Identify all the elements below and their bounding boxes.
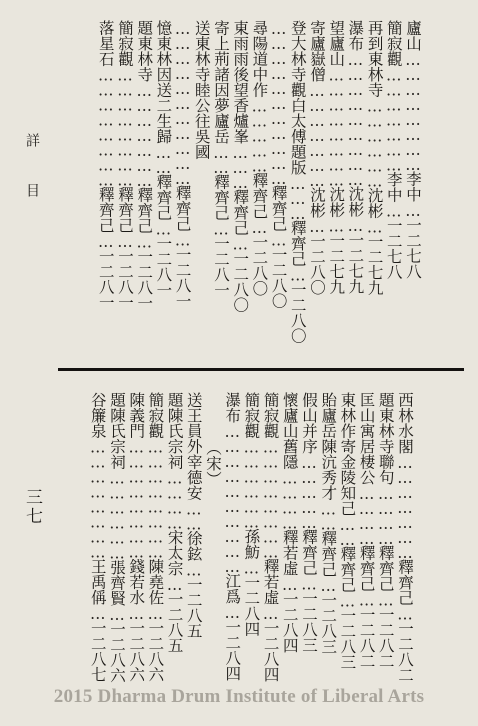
toc-entry [116,20,134,310]
toc-entry [289,20,307,344]
entry-title: 瀑布 [223,392,242,423]
entry-page: 一二八〇 [269,246,288,309]
toc-entry [385,20,403,280]
entry-title: 匡山寓居棲公 [357,392,376,485]
entry-page: 一二八二 [376,606,395,669]
entry-page: 一二八七 [88,620,107,682]
entry-author: 釋齊己 [231,189,250,236]
entry-page: 一二八一 [212,235,230,298]
toc-entry [154,20,172,298]
entry-title: 簡寂觀 [261,392,280,439]
entry-author: 釋齊己 [300,529,318,576]
leader-dots: …… [338,516,357,546]
leader-dots: …………………… [261,438,280,559]
entry-title: 送王員外宰德安 [184,392,203,501]
entry-title: 簡寂觀 [146,392,165,439]
entry-title: 瀑布 [346,20,365,51]
entry-title: 簡寂觀 [116,20,134,67]
leader-dots: ………………… [396,454,414,559]
leader-dots: …………………… [327,66,346,187]
leader-dots: … [319,577,338,592]
toc-entry [377,392,395,669]
toc-entry [135,20,153,311]
entry-author: 沈彬 [346,186,365,217]
leader-dots: … [96,233,115,248]
entry-page: 一二八〇 [288,281,307,344]
leader-dots: … [108,606,126,621]
leader-dots: … [250,219,269,234]
entry-author: 釋齊己 [212,174,230,221]
toc-entry [242,392,260,637]
leader-dots: ……… [288,175,307,220]
toc-entry [97,20,115,310]
toc-entry [319,392,337,654]
leader-dots: … [146,605,165,620]
leader-dots: ………………… [384,66,403,172]
entry-author: 孫魴 [242,528,261,560]
toc-entry [231,20,249,313]
entry-author: 宋太宗 [165,529,184,576]
watermark: 2015 Dharma Drum Institute of Liberal Arts [53,686,425,707]
leader-dots: ………… [376,485,395,545]
leader-dots: ………………… [135,82,154,187]
entry-author: 陳堯佐 [146,558,165,605]
entry-page: 一二八四 [223,619,242,681]
leader-dots: … [376,591,395,607]
toc-entry [146,392,164,682]
entry-title: 簡寂觀 [384,20,403,67]
entry-page: 一二七八 [384,217,403,280]
leader-dots: … [327,217,346,233]
leader-dots: … [308,218,326,233]
entry-page: 一二八一 [96,248,115,310]
leader-dots: …… [154,144,173,174]
entry-page: 一二八一 [135,248,154,311]
toc-entry [396,392,414,683]
entry-title: 題東林寺 [135,20,154,82]
entry-title: 東林作寄金陵知己 [338,392,357,516]
entry-title: 簡寂觀 [242,392,261,439]
leader-dots: … [300,575,318,591]
entry-title: 陳義門 [127,392,146,439]
leader-dots: … [357,591,376,607]
leader-dots: … [212,220,230,236]
leader-dots: …………… [300,454,318,529]
leader-dots: … [288,266,307,282]
entry-author: 釋齊己 [338,546,357,593]
entry-title: 貽廬岳陳沆秀才 [319,392,338,501]
entry-page: 一二七九 [346,232,365,294]
leader-dots: …… [319,500,338,531]
entry-title: 題陳氏宗祠 [165,392,184,470]
toc-entry [166,392,184,653]
toc-entry [346,20,364,294]
entry-page: 一二八〇 [231,250,250,313]
leader-dots: … [261,605,280,620]
toc-entry [212,20,230,298]
toc-entry [262,392,280,682]
leader-dots: …… [212,144,230,174]
toc-entry [338,392,356,670]
entry-page: 一二八三 [300,590,318,653]
entry-author: 釋若虛 [280,529,299,576]
leader-dots: … [135,233,154,249]
leader-dots: … [165,576,184,591]
entry-title: 谷簾泉 [88,392,107,439]
leader-dots: … [346,217,365,232]
entry-author: 釋若虛 [261,558,280,605]
toc-entry [185,392,203,639]
entry-author: 江爲 [223,573,242,604]
entry-title: 登大林寺觀白太傅題版 [288,20,307,175]
entry-page: 一二八二 [357,606,376,669]
entry-author: 李中 [404,171,422,202]
leader-dots: ………… [165,469,184,530]
entry-title: 落星石 [96,20,115,67]
entry-author: 釋齊己 [319,530,338,577]
entry-page: 一二八四 [280,591,299,653]
entry-title: 望廬山 [327,20,346,67]
divider-rule [58,368,464,371]
entry-title: 送東林寺睦公往吳國 [192,20,211,160]
leader-dots: … [384,202,403,218]
toc-entry [108,392,126,683]
leader-dots: … [269,231,288,247]
entry-author: 釋齊己 [135,187,154,234]
entry-author: 王禹偁 [88,558,107,605]
toc-entry [366,20,384,296]
leader-dots: ………… [357,485,376,545]
entry-page: 一二八四 [242,574,261,637]
entry-author: 釋齊己 [154,174,173,221]
toc-entry [281,392,299,653]
leader-dots: …………………… [146,438,165,559]
entry-title: 寄上荊諸因夢廬岳 [212,20,230,144]
leader-dots: ………………… [308,82,326,187]
toc-entry [89,392,107,682]
toc-entry [174,20,192,309]
entry-page: 一二八〇 [308,233,326,295]
leader-dots: …………………………… [173,20,192,185]
page-folio: 三七 [22,488,42,526]
leader-dots: … [231,235,250,251]
toc-entry [308,20,326,295]
entry-page: 一二八二 [396,620,414,683]
entry-author: 沈彬 [308,187,326,218]
leader-dots: … [154,220,173,236]
leader-dots: ………… [280,469,299,530]
entry-page: 一二七九 [327,232,346,295]
entry-author: 釋齊己 [250,172,269,219]
entry-page: 一二八六 [108,621,126,683]
entry-author: 李中 [384,171,403,203]
entry-author: 釋齊己 [269,185,288,232]
leader-dots: … [184,561,203,577]
entry-page: 一二八五 [165,591,184,653]
entry-title: 憶東林因送二生歸 [154,20,173,144]
entry-author: 釋齊己 [376,545,395,592]
leader-dots: … [127,605,146,620]
leader-dots: …………… [250,97,269,173]
toc-entry [250,20,268,296]
entry-title: 廬山 [404,20,422,51]
entry-author: 釋齊己 [96,186,115,233]
entry-page: 一二八〇 [250,234,269,296]
leader-dots: … [223,604,242,619]
entry-title: 尋陽道中作 [250,20,269,98]
leader-dots: … [365,218,384,234]
leader-dots: ……………………… [346,51,365,186]
entry-page: 一二八一 [173,246,192,309]
toc-entry [358,392,376,669]
leader-dots: ……………… [365,97,384,188]
entry-author: 釋齊己 [357,545,376,592]
leader-dots: …………………… [88,438,107,559]
leader-dots: ……………… [242,438,261,529]
section-mark: （宋） [204,440,222,487]
leader-dots: … [280,576,299,591]
leader-dots: …………………… [404,51,422,171]
entry-title: 懷廬山舊隱 [280,392,299,470]
leader-dots: …………………… [96,66,115,187]
entry-page: 一二八六 [127,620,146,682]
entry-page: 一二八一 [116,248,134,310]
entry-title: 題陳氏宗祠 [108,392,126,470]
toc-entry [127,392,145,682]
entry-author: 沈彬 [365,187,384,219]
leader-dots: … [173,231,192,247]
leader-dots: … [242,559,261,575]
side-label: 詳 目 [24,133,40,207]
entry-author: 釋齊己 [288,220,307,267]
entry-page: 一二八五 [184,576,203,639]
entry-author: 錢若水 [127,558,146,605]
toc-entry [270,20,288,309]
leader-dots: …… [184,500,203,531]
entry-page: 一二八一 [154,235,173,298]
toc-entry [300,392,318,653]
leader-dots: … [404,202,422,217]
entry-page: 一二八三 [338,607,357,670]
toc-entry [193,20,211,160]
leader-dots: …………………………… [269,20,288,185]
leader-dots: … [396,605,414,621]
entry-title: 假山并序 [300,392,318,454]
leader-dots: ……………… [108,469,126,560]
leader-dots: … [338,592,357,608]
entry-author: 釋齊己 [396,559,414,606]
entry-author: 沈彬 [327,186,346,218]
leader-dots: ……… [231,144,250,189]
entry-title: 題東林寺聯句 [376,392,395,485]
entry-page: 一二八四 [261,620,280,682]
entry-title: 東雨雨後望香爐峯 [231,20,250,144]
entry-page: 一二七八 [404,217,422,279]
leader-dots: ………………………… [223,423,242,573]
leader-dots: …………………… [116,66,134,187]
entry-title: 寄廬嶽僧 [308,20,326,82]
leader-dots: …………………… [127,438,146,559]
leader-dots: … [116,233,134,248]
entry-author: 釋齊己 [173,185,192,232]
entry-title: 西林水閣 [396,392,414,454]
toc-entry [404,20,422,279]
entry-page: 一二八三 [319,592,338,654]
toc-entry [223,392,241,681]
entry-author: 釋齊己 [116,186,134,233]
entry-author: 張齊賢 [108,559,126,606]
leader-dots: … [88,605,107,620]
entry-author: 徐鉉 [184,530,203,562]
entry-page: 一二七九 [365,233,384,296]
entry-title: 再到東林寺 [365,20,384,98]
toc-entry [327,20,345,295]
entry-page: 一二八六 [146,620,165,682]
